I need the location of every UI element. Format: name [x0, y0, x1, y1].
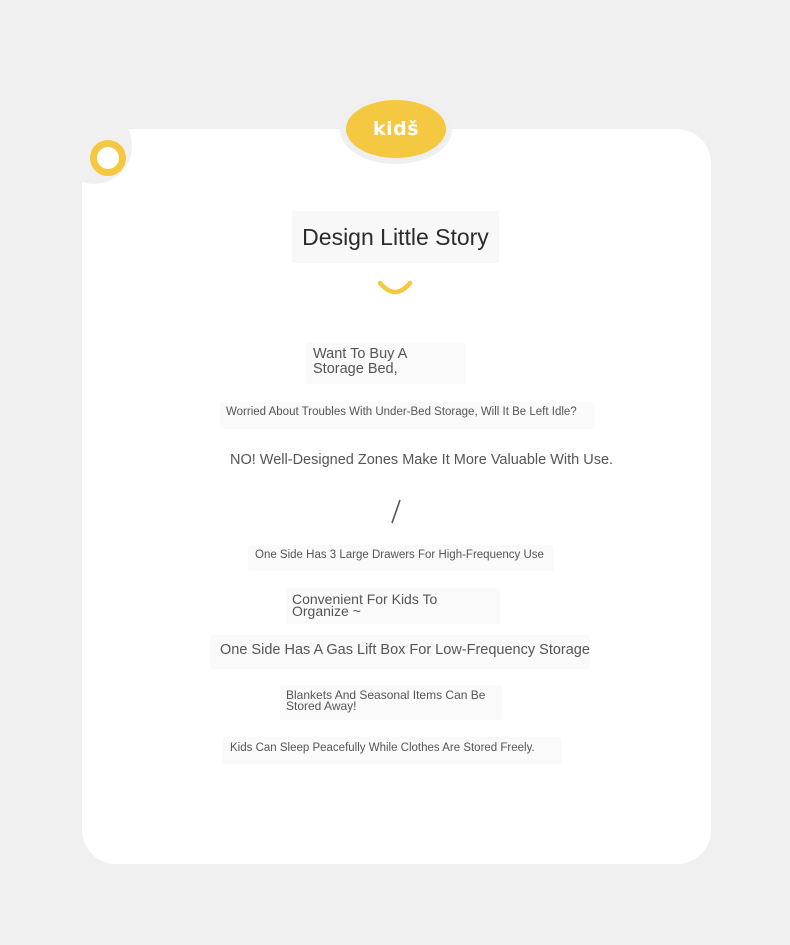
slash-divider-icon	[386, 497, 406, 527]
story-line-5: Convenient For Kids To Organize ~	[292, 591, 438, 620]
kids-logo-badge	[346, 100, 446, 158]
story-line-1: Want To Buy A Storage Bed,	[313, 346, 407, 378]
story-line-7: Blankets And Seasonal Items Can Be Stored Away!	[286, 688, 486, 714]
ring-decoration-icon	[90, 140, 126, 176]
smile-icon	[374, 267, 416, 299]
story-line-4: One Side Has 3 Large Drawers For High-Frequency Use	[255, 549, 544, 561]
page-title: Design Little Story	[292, 211, 499, 263]
story-line-3: NO! Well-Designed Zones Make It More Valuable With Use.	[230, 452, 614, 468]
story-line-2: Worried About Troubles With Under-Bed Storage, Will It Be Left Idle?	[226, 406, 577, 418]
badge-text: kidš	[372, 118, 420, 140]
story-line-6: One Side Has A Gas Lift Box For Low-Frequency Storage	[220, 642, 590, 658]
story-line-8: Kids Can Sleep Peacefully While Clothes Are Stored Freely.	[230, 742, 535, 754]
